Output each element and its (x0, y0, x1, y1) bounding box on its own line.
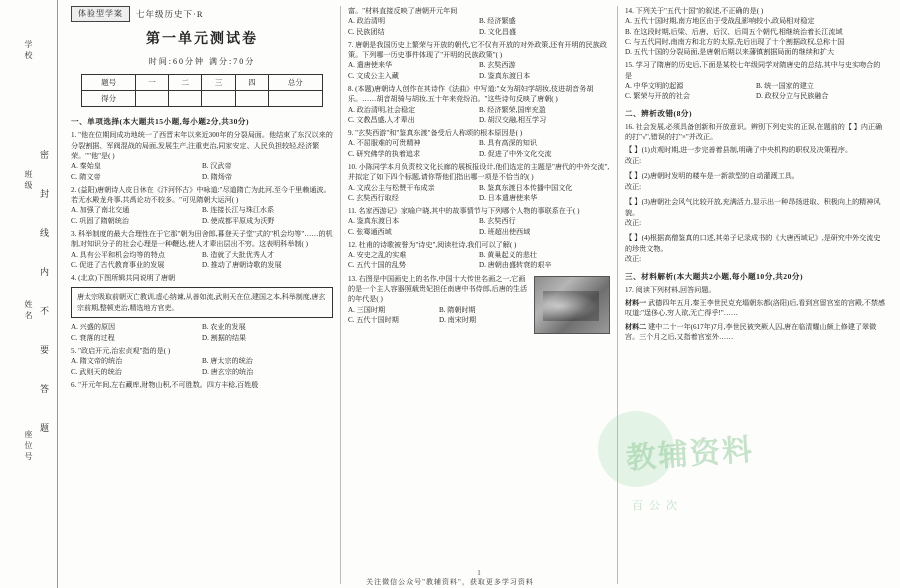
table-row (82, 91, 322, 107)
question-number: 9. (348, 129, 356, 138)
question-6 (71, 380, 333, 390)
question-number: 13. (348, 274, 359, 283)
question-stem: "玄奘西游"和"鉴真东渡"备受后人称颂的根本原因是 (355, 129, 516, 138)
analysis-fix-label[interactable]: 改正: (625, 182, 642, 191)
option[interactable]: B. 黄巢起义的悲壮 (479, 251, 537, 260)
question-stem: 右图是中国画史上的名作,中国十大传世名画之一,它画的是一个主人容器照载贵妃担任南唐中书侍郎,后唐的生活的年代是 (348, 274, 528, 304)
score-cell (235, 91, 268, 107)
analysis-intro: 16. 社会发展,必须具备创新和开放意识。辨别下列史实的正误,在题前的【 】内正确的打"√",错误的打"×"并改正。 (625, 122, 883, 141)
watermark-subtext: 百公次 (632, 500, 683, 512)
question-stem: 学习了隋唐的历史后,下面是某校七年级同学对隋唐史的总结,其中与史实吻合的是 (625, 61, 881, 80)
option[interactable]: A. 文成公主与松赞干布成亲 (348, 183, 435, 192)
analysis-fix-label[interactable]: 改正: (625, 255, 642, 264)
series-badge: 体验型学案 (71, 6, 130, 22)
question-number: 15. (625, 61, 636, 70)
watermark-text: 教辅资料 (624, 433, 755, 476)
question-14 (625, 6, 887, 57)
option[interactable]: A. 政治清明,社会稳定 (348, 105, 416, 114)
question-stem: 唐朝是我国历史上繁荣与开放的朝代,它不仅有开放的对外政策,还有开明的民族政策。下列哪一历史事件体现了"开明的民族政策" (348, 40, 607, 60)
analysis-item-1 (625, 145, 887, 166)
option[interactable]: B. 汉武帝 (202, 162, 232, 171)
option[interactable]: C. 衰落的过程 (71, 333, 115, 342)
score-cell: 题号 (82, 75, 135, 91)
answer-paren: ( ) (756, 7, 764, 15)
option[interactable]: D. 南宋时期 (439, 315, 477, 324)
question-number: 6. (71, 380, 79, 389)
answer-paren: ( ) (231, 196, 239, 205)
option[interactable]: C. 与五代同时,南南方和北方的太原,先后出现了十个割据政权,总称十国 (625, 37, 845, 46)
column-1 (64, 6, 341, 584)
material-1 (625, 298, 887, 319)
question-stem: (本题)唐朝诗人创作在其诗作《法曲》中写道:"女为胡妇学胡妆,伎进胡音务胡乐。……胡音胡骑与胡妆,五十年来竞纷泊。"这些诗句反映了唐朝 (348, 84, 594, 104)
question-stem: 富。"材料直接反映了唐朝开元年间 (348, 7, 458, 15)
option[interactable]: C. 五代十国时期 (348, 315, 399, 324)
question-number: 12. (348, 240, 359, 249)
option[interactable]: D. 隋炀帝 (202, 172, 232, 181)
material-2-label: 材料二 (625, 322, 647, 331)
material-1-label: 材料一 (625, 299, 647, 307)
option[interactable]: A. 兴盛的原因 (71, 323, 116, 332)
analysis-fix-label[interactable]: 改正: (625, 219, 642, 228)
option[interactable]: A. 中华文明的起源 (625, 81, 684, 90)
table-row (82, 75, 322, 91)
option[interactable]: A. 具有公平和机会均等的特点 (71, 250, 165, 259)
score-cell: 四 (235, 75, 268, 91)
score-cell (169, 91, 202, 107)
option[interactable]: C. 五代十国的乱势 (348, 261, 406, 270)
seal-line-text: 密 封 线 内 不 要 答 题 (39, 150, 49, 442)
option[interactable]: D. 推动了唐朝诗歌的发展 (202, 260, 282, 269)
answer-paren: ( ) (301, 240, 309, 249)
option[interactable]: C. 民族团结 (348, 27, 385, 36)
option[interactable]: D. 胡汉交融,相互学习 (479, 115, 547, 124)
option[interactable]: D. 唐玄宗的统治 (202, 367, 254, 376)
question-1 (71, 130, 333, 181)
option[interactable]: D. 割据的结果 (202, 333, 247, 342)
option[interactable]: B. 统一国家的建立 (756, 81, 814, 90)
binding-field-class: 班级 (24, 170, 33, 192)
page-content (58, 0, 900, 588)
question-4-material-box: 唐太宗吸取前朝灭亡教训,虚心纳谏,从善如流,武则天在位,建国之本,科举制度,唐玄宗前期,整顿吏治,精选地方官吏。 (71, 287, 333, 318)
painting-image (534, 276, 610, 334)
question-number: 3. (71, 230, 79, 239)
analysis-text: (1)贞观时期,进一步完善着县制,明确了中央机构的职权及决策程序。 (641, 146, 853, 155)
score-cell: 一 (135, 75, 168, 91)
option[interactable]: B. 隋朝时期 (439, 305, 476, 314)
question-11 (348, 206, 610, 237)
column-2 (341, 6, 618, 584)
question-stem: (北京)下图所辑共同说明了唐朝 (78, 274, 176, 283)
option[interactable]: D. 班超出使西域 (479, 227, 531, 236)
material-2 (625, 322, 887, 343)
option[interactable]: C. 玄奘西行取经 (348, 193, 399, 202)
option[interactable]: D. 促进了中外文化交流 (479, 149, 552, 158)
question-8 (348, 84, 610, 125)
option[interactable]: B. 经济繁盛 (479, 17, 516, 26)
score-cell: 二 (169, 75, 202, 91)
answer-paren: ( ) (572, 207, 580, 216)
section-title-analysis: 二、辨析改错(8分) (625, 108, 693, 118)
score-table (81, 74, 322, 107)
question-stem: "开元年间,左右藏库,财物山积,不可胜数。四方丰稔,百姓殷 (78, 380, 259, 389)
binding-field-seat: 座位号 (24, 430, 33, 463)
option[interactable]: C. 研究佛学的执着追求 (348, 149, 421, 158)
analysis-text: (2)唐朝时发明的耧车是一新款型的自动灌溉工具。 (641, 172, 799, 181)
material-1-text: 武德四年五月,秦王李世民克充塌朝东都(洛阳)后,看到宫留宫室的宫殿,不禁感叹道:"逞侈心,穷人欲,无亡得乎!"…… (625, 299, 886, 318)
analysis-text: (3)唐朝社会风气比较开放,充满活力,显示出一种昂扬进取、积极向上的精神风貌。 (625, 198, 881, 217)
question-number: 7. (348, 40, 356, 49)
question-10 (348, 162, 610, 203)
analysis-item-3 (625, 197, 887, 228)
page-header (71, 6, 333, 22)
question-stem: "他在位期间成功地统一了西晋末年以来近300年的分裂局面。他结束了东汉以来的分裂割据、军阀混战的局面,发展生产,注重吏治,同家安定、人民负担较轻,经济繁荣。""他"是 (71, 131, 333, 161)
book-title: 七年级历史下·R (136, 8, 204, 19)
score-cell (202, 91, 235, 107)
question-number: 14. (625, 7, 636, 15)
option[interactable]: B. 连接长江与珠江水系 (202, 206, 275, 215)
page-number: 1 (477, 569, 481, 577)
question-number: 2. (71, 185, 79, 194)
answer-paren: ( ) (509, 240, 517, 249)
question-stem: (益阳)唐朝诗人皮日休在《汴河怀古》中咏道:"尽道隋亡为此河,至今千里赖通波。若无水殿龙舟事,共禹论功不较多。"可见隋朝大运河 (71, 185, 331, 205)
question-stem: 杜甫的诗歌被誉为"诗史",阅读杜诗,我们可以了解 (358, 240, 510, 249)
question-5 (71, 346, 333, 377)
score-cell: 三 (202, 75, 235, 91)
option[interactable]: A. 鉴真东渡日本 (348, 217, 400, 226)
answer-paren: ( ) (551, 95, 558, 104)
answer-paren: ( ) (527, 173, 534, 182)
analysis-item-4 (625, 233, 887, 264)
question-stem: 下列关于"五代十国"的叙述,不正确的是 (635, 7, 757, 15)
question-stem: 科举制度的最大合理性在于它那"朝为田舍郎,暮登天子堂"式的"机会均等"……的机制,对知识分子的社会心理是一种鞭达,使人才辈出层出不穷。这表明科举制 (71, 230, 333, 249)
option[interactable]: D. 日本遣唐使来华 (479, 193, 538, 202)
option[interactable]: C. 繁荣与开放的社会 (625, 92, 691, 101)
option[interactable]: D. 政权分立与民族融合 (756, 92, 829, 101)
question-7 (348, 40, 610, 81)
question-stem: 名家西游记》家喻户晓,其中的故事情节与下列哪个人物的事联系在于 (358, 207, 573, 216)
question-4 (71, 273, 333, 343)
question-stem: 小陈同学本月负责校文化长廊的展板报设计,他们选定的主题是"唐代的中外交流",并拟定了如下四个标题,请你帮他们指出哪一项是不恰当的 (348, 162, 610, 182)
question-2 (71, 185, 333, 226)
option[interactable]: A. 遣唐使来华 (348, 61, 393, 70)
option[interactable]: A. 隋文帝的统治 (71, 357, 123, 366)
question-number: 1. (71, 131, 79, 140)
question-15 (625, 60, 887, 101)
option[interactable]: B. 玄奘西游 (479, 61, 516, 70)
question-3 (71, 229, 333, 270)
binding-field-school: 学校 (24, 40, 33, 62)
question-number: 10. (348, 162, 359, 171)
binding-field-name: 姓名 (24, 300, 33, 322)
option[interactable]: D. 五代十国的分裂局面,是唐朝后期以来藩镇割据局面的继续和扩大 (625, 48, 835, 57)
question-number: 4. (71, 274, 79, 283)
exam-meta: 时间:60分钟 满分:70分 (148, 56, 256, 66)
option[interactable]: C. 文教昌盛,人才辈出 (348, 115, 415, 124)
question-number: 5. (71, 346, 79, 355)
judge-bracket[interactable]: 【 】 (625, 233, 642, 243)
option[interactable]: C. 巩固了隋朝统治 (71, 216, 129, 225)
column-3 (618, 6, 894, 584)
option[interactable]: A. 不屈服难的可贵精神 (348, 139, 421, 148)
material-2-text: 建中二十一年(617年)7月,李世民被突厥人囚,唐在临清耀山颇上修建了翠微宫。三个月之后,又指着宫室外…… (625, 322, 877, 341)
option[interactable]: D. 唐朝由盛转衰的艰辛 (479, 261, 552, 270)
option[interactable]: A. 安史之乱的实难 (348, 251, 407, 260)
question-number: 8. (348, 84, 356, 93)
option[interactable]: D. 使成都平原成为沃野 (202, 216, 275, 225)
answer-paren: ( ) (376, 295, 383, 304)
option[interactable]: A. 加强了南北交通 (71, 206, 130, 215)
option[interactable]: B. 鉴真东渡日本传播中国文化 (479, 183, 573, 192)
question-13 (348, 274, 610, 325)
analysis-fix-label[interactable]: 改正: (625, 156, 642, 165)
question-6-continued (348, 6, 610, 37)
option[interactable]: A. 五代十国时期,南方地区由于受战乱影响较小,政局相对稳定 (625, 17, 815, 26)
question-stem: "政启开元,治宏贞观"指的是 (78, 346, 164, 355)
answer-paren: ( ) (515, 129, 523, 138)
option[interactable]: D. 文化昌盛 (479, 27, 517, 36)
option[interactable]: C. 促进了古代教育事业的发展 (71, 260, 165, 269)
option[interactable]: D. 鉴真东渡日本 (479, 71, 531, 80)
option[interactable]: B. 唐太宗的统治 (202, 357, 253, 366)
option[interactable]: A. 三国时期 (348, 305, 386, 314)
score-cell: 总分 (269, 75, 322, 91)
option[interactable]: A. 政治清明 (348, 17, 386, 26)
analysis-item-2 (625, 171, 887, 192)
option[interactable]: C. 武则天的统治 (71, 367, 122, 376)
judge-bracket[interactable]: 【 】 (625, 171, 642, 181)
option[interactable]: B. 玄奘西行 (479, 217, 516, 226)
page-footer: 关注微信公众号"教辅资料"，获取更多学习资料 (366, 578, 534, 586)
section-title-material: 三、材料解析(本大题共2小题,每小题10分,共20分) (625, 271, 804, 281)
option[interactable]: B. 具有高深的知识 (479, 139, 537, 148)
analysis-text: (4)根据高僧鉴真的口述,其弟子记录成书的《大唐西域记》,是研究中外交流史的珍贵文物。 (625, 234, 881, 254)
option[interactable]: B. 农业的发展 (202, 323, 246, 332)
judge-bracket[interactable]: 【 】 (625, 145, 642, 155)
question-12 (348, 240, 610, 271)
question-number: 11. (348, 207, 359, 216)
judge-bracket[interactable]: 【 】 (625, 197, 642, 207)
option[interactable]: B. 经济繁荣,国库充盈 (479, 105, 546, 114)
section-title-single-choice: 一、单项选择(本大题共15小题,每小题2分,共30分) (71, 117, 250, 127)
option[interactable]: B. 造就了大批优秀人才 (202, 250, 275, 259)
option[interactable]: C. 张骞通西域 (348, 227, 392, 236)
option[interactable]: C. 隋文帝 (71, 172, 101, 181)
option[interactable]: B. 在这段时期,后梁、后唐、后汉、后周五个朝代,相继统治着长江流域 (625, 27, 843, 36)
score-cell (269, 91, 322, 107)
score-cell (135, 91, 168, 107)
option[interactable]: C. 文成公主入藏 (348, 71, 399, 80)
answer-paren: ( ) (495, 51, 503, 60)
option[interactable]: A. 秦始皇 (71, 162, 101, 171)
material-intro: 17. 阅读下列材料,回答问题。 (625, 285, 716, 294)
answer-paren: ( ) (163, 346, 171, 355)
answer-paren: ( ) (108, 152, 115, 161)
page-title: 第一单元测试卷 (146, 31, 258, 47)
score-cell: 得分 (82, 91, 135, 107)
question-9 (348, 128, 610, 159)
